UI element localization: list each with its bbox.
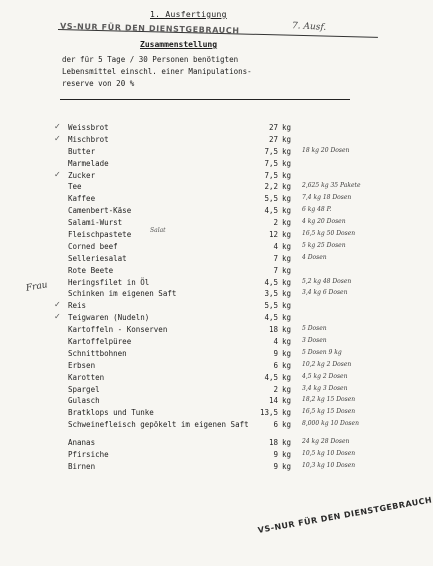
item-name: Schweinefleisch gepökelt im eigenen Saft	[68, 420, 249, 430]
item-name: Marmelade	[68, 158, 109, 168]
item-unit: kg	[282, 230, 292, 240]
item-quantity: 2	[273, 218, 278, 228]
handwritten-note: 10,2 kg 2 Dosen	[302, 360, 352, 368]
item-quantity: 2	[273, 384, 278, 394]
item-quantity: 2,2	[264, 182, 278, 192]
table-row	[68, 420, 382, 438]
item-name: Fleischpastete	[68, 230, 132, 240]
classification-stamp-top: VS-NUR FÜR DEN DIENSTGEBRAUCH	[59, 21, 240, 36]
handwritten-note: 5 Dosen	[302, 325, 327, 333]
table-row	[68, 349, 382, 361]
item-unit: kg	[282, 384, 292, 394]
table-row	[68, 206, 382, 218]
table-row	[68, 408, 382, 420]
item-name: Bratklops und Tunke	[68, 408, 154, 418]
table-row	[68, 462, 382, 474]
item-name: Weissbrot	[68, 123, 109, 132]
item-quantity: 13,5	[259, 408, 278, 418]
item-unit: kg	[282, 289, 292, 299]
table-row	[68, 278, 382, 290]
item-quantity: 4,5	[264, 206, 278, 216]
table-row	[68, 450, 382, 462]
item-name: Corned beef	[68, 241, 118, 251]
handwritten-note: 7,4 kg 18 Dosen	[302, 194, 352, 202]
item-quantity: 18	[268, 325, 278, 335]
item-unit: kg	[282, 438, 292, 448]
item-name: Zucker	[68, 170, 96, 180]
item-unit: kg	[282, 253, 292, 263]
handwritten-note	[300, 123, 382, 135]
handwritten-note: 3,4 kg 6 Dosen	[302, 289, 348, 297]
handwritten-note: 3 Dosen	[302, 337, 327, 345]
divider	[60, 99, 350, 100]
item-unit: kg	[282, 194, 292, 204]
item-quantity: 9	[273, 348, 278, 358]
table-row	[68, 361, 382, 373]
handwritten-note: 5,2 kg 48 Dosen	[302, 277, 352, 285]
item-unit: kg	[282, 396, 292, 406]
item-name: Erbsen	[68, 360, 96, 370]
item-unit: kg	[282, 372, 292, 382]
item-quantity: 27	[268, 134, 278, 144]
handwritten-note: 5 kg 25 Dosen	[302, 241, 346, 249]
item-name: Kaffee	[68, 194, 96, 204]
item-name: Heringsfilet in Öl	[68, 277, 150, 287]
item-quantity: 14	[268, 396, 278, 406]
item-unit: kg	[282, 408, 292, 418]
item-name: Kartoffelpüree	[68, 337, 132, 347]
handwritten-note: 4,5 kg 2 Dosen	[302, 372, 348, 380]
handwritten-note: 6 kg 48 P.	[302, 206, 332, 214]
item-name: Ananas	[68, 438, 96, 448]
item-unit: kg	[282, 123, 292, 132]
table-row	[68, 230, 382, 242]
item-name: Kartoffeln - Konserven	[68, 325, 168, 335]
table-row	[68, 385, 382, 397]
intro-line: Lebensmittel einschl. einer Manipulations-	[62, 67, 252, 76]
handwritten-note: 18 kg 20 Dosen	[302, 146, 350, 154]
item-name: Selleriesalat	[68, 253, 127, 263]
item-quantity: 3,5	[264, 289, 278, 299]
item-unit: kg	[282, 146, 292, 156]
item-name: Butter	[68, 146, 96, 156]
item-name: Salami-Wurst	[68, 218, 123, 228]
check-mark: ✓	[54, 170, 61, 179]
table-row	[68, 182, 382, 194]
item-name: Camenbert-Käse	[68, 206, 132, 216]
table-row	[68, 438, 382, 450]
item-unit: kg	[282, 450, 292, 460]
handwritten-margin-note: Frau	[25, 280, 49, 294]
table-row	[68, 313, 382, 325]
item-unit: kg	[282, 360, 292, 370]
item-quantity: 7,5	[264, 146, 278, 156]
item-name: Schinken im eigenen Saft	[68, 289, 177, 299]
item-unit: kg	[282, 313, 292, 323]
table-row	[68, 194, 382, 206]
handwritten-copy-note: 7. Ausf.	[291, 21, 327, 33]
table-row	[68, 337, 382, 349]
item-name: Teigwaren (Nudeln)	[68, 313, 150, 323]
table-row	[68, 135, 382, 147]
item-quantity: 4,5	[264, 277, 278, 287]
item-quantity: 7	[273, 265, 278, 275]
item-unit: kg	[282, 182, 292, 192]
table-row	[68, 266, 382, 278]
table-row	[68, 123, 382, 135]
handwritten-note: 16,5 kg 15 Dosen	[302, 408, 356, 416]
intro-text	[62, 54, 332, 90]
table-row	[68, 171, 382, 183]
item-quantity: 12	[268, 230, 278, 240]
table-row	[68, 396, 382, 408]
document-title: Zusammenstellung	[140, 40, 218, 49]
item-unit: kg	[282, 218, 292, 228]
item-unit: kg	[282, 265, 292, 275]
handwritten-note: 4 kg 20 Dosen	[302, 218, 346, 226]
handwritten-note: 3,4 kg 3 Dosen	[302, 384, 348, 392]
classification-stamp-bottom: VS-NUR FÜR DEN DIENSTGEBRAUCH	[257, 495, 433, 535]
provisions-table	[68, 123, 382, 474]
table-row	[68, 147, 382, 159]
table-row	[68, 325, 382, 337]
item-name: Pfirsiche	[68, 450, 109, 460]
handwritten-note	[300, 266, 382, 278]
table-row	[68, 242, 382, 254]
handwritten-note	[300, 301, 382, 313]
item-quantity: 7,5	[264, 170, 278, 180]
table-row	[68, 289, 382, 301]
intro-line: der für 5 Tage / 30 Personen benötigten	[62, 55, 239, 64]
item-quantity: 7,5	[264, 158, 278, 168]
check-mark: ✓	[54, 122, 61, 131]
item-unit: kg	[282, 301, 292, 311]
item-unit: kg	[282, 348, 292, 358]
handwritten-note: 2,625 kg 35 Pakete	[302, 182, 361, 190]
item-unit: kg	[282, 277, 292, 287]
item-quantity: 27	[268, 123, 278, 132]
handwritten-note: 10,3 kg 10 Dosen	[302, 462, 356, 470]
handwritten-side-note: Salat	[150, 227, 166, 234]
item-name: Birnen	[68, 462, 96, 472]
item-name: Karotten	[68, 372, 105, 382]
item-unit: kg	[282, 158, 292, 168]
handwritten-note	[300, 171, 382, 183]
item-name: Rote Beete	[68, 265, 114, 275]
handwritten-note: 4 Dosen	[302, 253, 327, 261]
copy-label: 1. Ausfertigung	[150, 10, 227, 19]
handwritten-note: 24 kg 28 Dosen	[302, 438, 350, 446]
item-unit: kg	[282, 206, 292, 216]
item-quantity: 9	[273, 450, 278, 460]
item-quantity: 7	[273, 253, 278, 263]
item-quantity: 4,5	[264, 313, 278, 323]
handwritten-note	[300, 159, 382, 171]
check-mark: ✓	[54, 300, 61, 309]
item-unit: kg	[282, 170, 292, 180]
item-unit: kg	[282, 462, 292, 472]
item-quantity: 6	[273, 360, 278, 370]
handwritten-note: 5 Dosen 9 kg	[302, 348, 342, 356]
item-name: Schnittbohnen	[68, 348, 127, 358]
table-row	[68, 218, 382, 230]
handwritten-note: 16,5 kg 50 Dosen	[302, 230, 356, 238]
item-quantity: 6	[273, 420, 278, 430]
intro-line: reserve von 20 %	[62, 79, 135, 88]
item-quantity: 18	[268, 438, 278, 448]
check-mark: ✓	[54, 312, 61, 321]
handwritten-note	[300, 313, 382, 325]
table-row	[68, 373, 382, 385]
check-mark: ✓	[54, 134, 61, 143]
item-unit: kg	[282, 325, 292, 335]
table-row	[68, 254, 382, 266]
item-name: Reis	[68, 301, 87, 311]
item-quantity: 4	[273, 241, 278, 251]
item-unit: kg	[282, 420, 292, 430]
item-unit: kg	[282, 337, 292, 347]
item-quantity: 4,5	[264, 372, 278, 382]
handwritten-note	[300, 135, 382, 147]
handwritten-note: 8,000 kg 10 Dosen	[302, 420, 359, 428]
item-quantity: 5,5	[264, 301, 278, 311]
item-unit: kg	[282, 134, 292, 144]
item-name: Gulasch	[68, 396, 100, 406]
item-name: Spargel	[68, 384, 100, 394]
item-quantity: 9	[273, 462, 278, 472]
item-name: Tee	[68, 182, 82, 192]
table-row	[68, 159, 382, 171]
item-quantity: 4	[273, 337, 278, 347]
handwritten-note: 18,2 kg 15 Dosen	[302, 396, 356, 404]
item-quantity: 5,5	[264, 194, 278, 204]
item-name: Mischbrot	[68, 134, 109, 144]
table-row	[68, 301, 382, 313]
item-unit: kg	[282, 241, 292, 251]
handwritten-note: 10,5 kg 10 Dosen	[302, 450, 356, 458]
